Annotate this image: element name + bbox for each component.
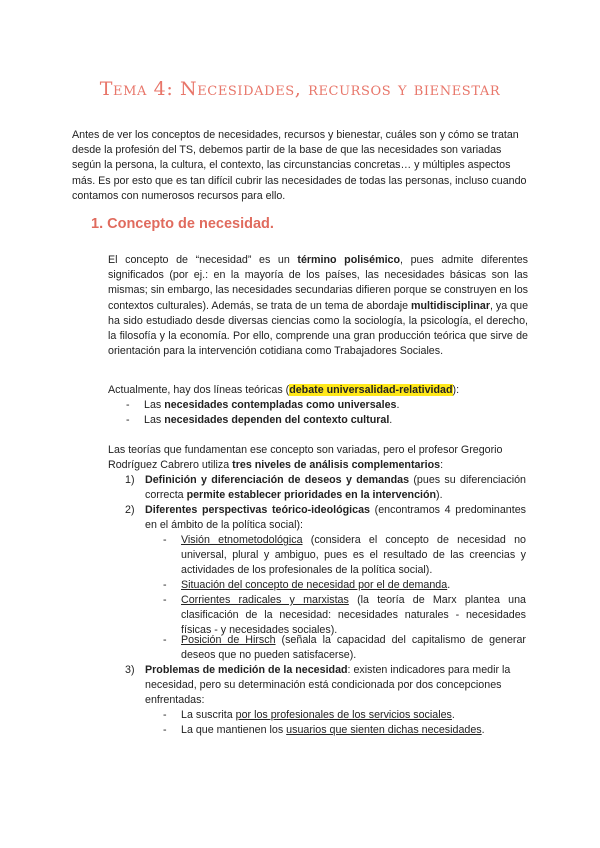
intro-paragraph: Antes de ver los conceptos de necesidades, recursos y bienestar, cuáles son y cómo se tratan desde la profesión del TS, debemos partir de la base de que las necesidades son variadas según la persona, la cultura, el contexto, las circunstancias concretas… y múltiples aspectos más. Es por esto que es tan difícil cubrir las necesidades de todas las personas, incluso cuando contamos con numerosos recursos para ello. <box>72 129 527 202</box>
paragraph-theories: Las teorías que fundamentan ese concepto son variadas, pero el profesor Gregorio Rodríguez Cabrero utiliza tres niveles de análisis complementarios: <box>108 444 503 472</box>
list-item-text: Las necesidades contempladas como universales. <box>144 399 400 411</box>
bullet-dash: - <box>163 594 167 606</box>
highlight-debate: debate universalidad-relatividad <box>289 384 453 396</box>
bullet-dash: - <box>163 534 167 546</box>
sub-item-text: Corrientes radicales y marxistas (la teoría de Marx plantea una clasificación de la necesidad: necesidades naturales - necesidades físicas - y necesidades sociales). <box>181 594 526 637</box>
numbered-item-3: Problemas de medición de la necesidad: existen indicadores para medir la necesidad, pero su determinación está condicionada por dos concepciones enfrentadas: <box>145 664 511 707</box>
bullet-dash: - <box>163 709 167 721</box>
item-number: 1) <box>125 474 135 486</box>
bullet-dash: - <box>126 399 130 411</box>
bullet-dash: - <box>163 634 167 646</box>
paragraph-theoretical-lines: Actualmente, hay dos líneas teóricas (debate universalidad-relatividad): <box>108 384 460 396</box>
numbered-item-2: Diferentes perspectivas teórico-ideológicas (encontramos 4 predominantes en el ámbito de la política social): <box>145 504 526 532</box>
page-title: Tema 4: Necesidades, recursos y bienestar <box>99 78 501 100</box>
bullet-dash: - <box>163 724 167 736</box>
sub-item-text: Visión etnometodológica (considera el concepto de necesidad no universal, plural y ambiguo, pues es el resultado de las creencias y actividades de los profesionales de la política social). <box>181 534 526 577</box>
bullet-dash: - <box>126 414 130 426</box>
section-heading: 1. Concepto de necesidad. <box>91 216 274 232</box>
sub-item-text: Situación del concepto de necesidad por el de demanda. <box>181 579 451 591</box>
paragraph-concept: El concepto de “necesidad” es un término polisémico, pues admite diferentes significados (por ej.: en la mayoría de los países, las necesidades básicas son las mismas; sin embargo, las necesidades secundarias difieren porque se construyen en los contextos culturales). Además, se trata de un tema de abordaje multidisciplinar, ya que ha sido estudiado desde diversas ciencias como la sociología, la psicología, el derecho, la filosofía y la economía. Por ello, comprende una gran producción teórica que sirve de orientación para la intervención cotidiana como Trabajadores Sociales. <box>108 254 529 358</box>
numbered-item-1: Definición y diferenciación de deseos y demandas (pues su diferenciación correcta permite establecer prioridades en la intervención). <box>145 474 526 502</box>
list-item-text: Las necesidades dependen del contexto cultural. <box>144 414 393 426</box>
sub-item-text: Posición de Hirsch (señala la capacidad del capitalismo de generar deseos que no pueden satisfacerse). <box>181 634 526 662</box>
sub-item-text: La que mantienen los usuarios que sienten dichas necesidades. <box>181 724 485 736</box>
item-number: 2) <box>125 504 135 516</box>
item-number: 3) <box>125 664 135 676</box>
sub-item-text: La suscrita por los profesionales de los servicios sociales. <box>181 709 455 721</box>
bullet-dash: - <box>163 579 167 591</box>
